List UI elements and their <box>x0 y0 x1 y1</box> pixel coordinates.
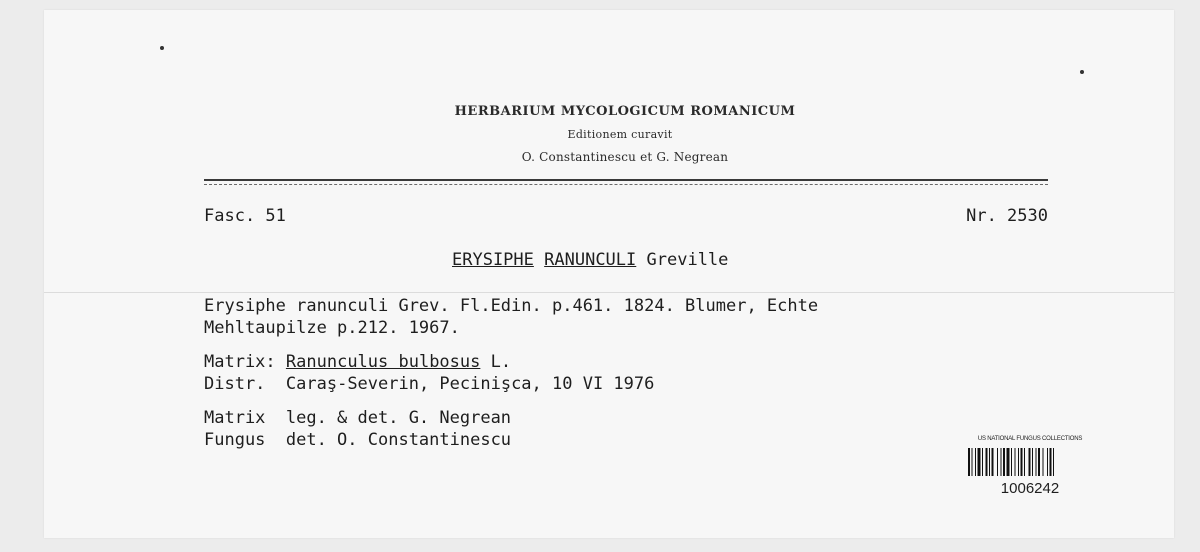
barcode-number: 1006242 <box>1000 480 1060 497</box>
epithet: RANUNCULI <box>544 250 637 270</box>
label-fold-line <box>44 292 1174 293</box>
host-name: Ranunculus bulbosus <box>285 352 481 372</box>
specimen-number: Nr. 2530 <box>966 206 1048 226</box>
barcode-institution: US NATIONAL FUNGUS COLLECTIONS <box>977 436 1083 442</box>
matrix-label: Matrix: <box>204 352 276 372</box>
species-author: Greville <box>646 250 729 270</box>
species-title <box>452 250 728 270</box>
collector-line-1: Matrix leg. & det. G. Negrean <box>204 408 512 428</box>
header-rule <box>204 179 1048 185</box>
distribution-label: Distr. <box>204 374 266 394</box>
editors: O. Constantinescu et G. Negrean <box>521 150 729 164</box>
fascicle-number: Fasc. 51 <box>204 206 286 226</box>
matrix-line <box>204 352 511 372</box>
citation-line-1: Erysiphe ranunculi Grev. Fl.Edin. p.461. 1824. Blumer, Echte <box>204 296 819 316</box>
host-author: L. <box>490 352 512 372</box>
genus: ERYSIPHE <box>452 250 534 270</box>
paper-speck <box>160 46 164 50</box>
distribution-line <box>204 374 654 394</box>
paper-speck <box>1080 70 1084 74</box>
barcode-bars <box>968 448 1092 476</box>
citation-line-2: Mehltaupilze p.212. 1967. <box>204 318 460 338</box>
herbarium-title: HERBARIUM MYCOLOGICUM ROMANICUM <box>454 104 796 119</box>
distribution-text: Caraş-Severin, Pecinişca, 10 VI 1976 <box>285 374 655 394</box>
barcode-label <box>960 436 1100 502</box>
editor-note: Editionem curavit <box>567 128 673 141</box>
collector-line-2: Fungus det. O. Constantinescu <box>204 430 512 450</box>
